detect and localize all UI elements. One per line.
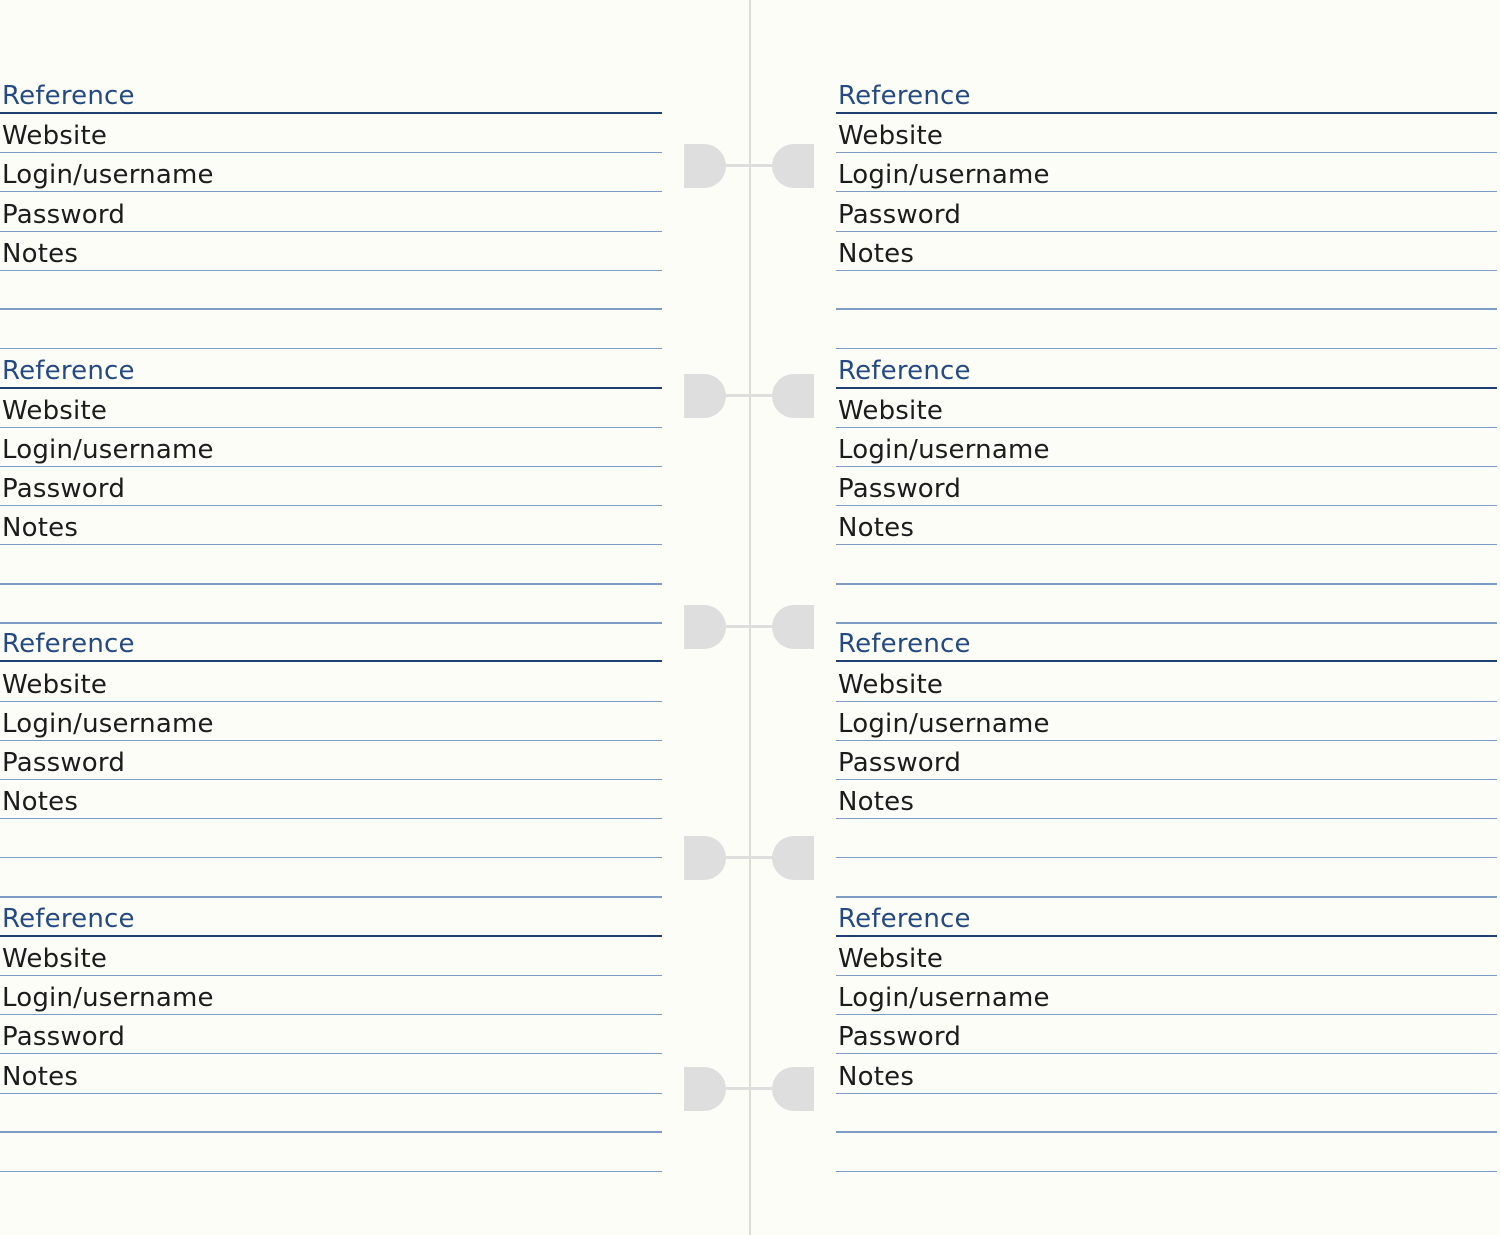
password-entry <box>836 623 1497 897</box>
notes-label: Notes <box>2 238 79 269</box>
notes-label: Notes <box>838 513 915 544</box>
website-label: Website <box>838 121 944 152</box>
password-label: Password <box>838 748 962 779</box>
website-label: Website <box>2 669 108 700</box>
reference-label: Reference <box>838 903 971 934</box>
login-username-label: Login/username <box>838 708 1050 739</box>
login-username-label: Login/username <box>838 160 1050 191</box>
notes-row[interactable] <box>836 780 1497 819</box>
password-row[interactable] <box>836 467 1497 506</box>
login-username-label: Login/username <box>2 983 214 1014</box>
login-username-label: Login/username <box>2 160 214 191</box>
website-row[interactable] <box>836 662 1497 701</box>
reference-row <box>0 349 662 388</box>
notes-label: Notes <box>2 787 79 818</box>
password-entry <box>0 623 662 897</box>
password-row[interactable] <box>836 192 1497 231</box>
login-username-label: Login/username <box>838 983 1050 1014</box>
password-row[interactable] <box>0 1015 662 1054</box>
password-label: Password <box>2 474 126 505</box>
binder-ring-icon <box>684 1067 814 1113</box>
notes-line[interactable] <box>0 1171 662 1173</box>
website-row[interactable] <box>0 937 662 976</box>
notes-row[interactable] <box>836 232 1497 271</box>
notes-line[interactable] <box>836 1131 1497 1133</box>
notes-line[interactable] <box>836 857 1497 859</box>
binder-ring-icon <box>684 836 814 882</box>
website-label: Website <box>2 944 108 975</box>
binder-ring-icon <box>684 144 814 190</box>
notes-line[interactable] <box>0 583 662 585</box>
notes-label: Notes <box>2 1061 79 1092</box>
reference-label: Reference <box>2 355 135 386</box>
notes-row[interactable] <box>0 232 662 271</box>
password-label: Password <box>2 748 126 779</box>
password-label: Password <box>838 199 962 230</box>
reference-row <box>836 898 1497 937</box>
notes-row[interactable] <box>0 506 662 545</box>
notes-row[interactable] <box>836 506 1497 545</box>
reference-row <box>836 623 1497 662</box>
login-username-label: Login/username <box>2 708 214 739</box>
notes-label: Notes <box>838 787 915 818</box>
password-row[interactable] <box>0 741 662 780</box>
website-label: Website <box>838 395 944 426</box>
login-username-row[interactable] <box>836 702 1497 741</box>
login-username-label: Login/username <box>838 434 1050 465</box>
password-entry <box>0 75 662 349</box>
website-label: Website <box>838 944 944 975</box>
notes-line[interactable] <box>836 1171 1497 1173</box>
login-username-label: Login/username <box>2 434 214 465</box>
notes-row[interactable] <box>836 1054 1497 1093</box>
password-label: Password <box>838 474 962 505</box>
reference-row <box>0 75 662 114</box>
reference-label: Reference <box>2 903 135 934</box>
notes-label: Notes <box>838 238 915 269</box>
notes-line[interactable] <box>0 857 662 859</box>
login-username-row[interactable] <box>0 153 662 192</box>
password-entry <box>0 349 662 623</box>
login-username-row[interactable] <box>0 428 662 467</box>
password-row[interactable] <box>0 467 662 506</box>
right-page <box>836 0 1497 1235</box>
password-row[interactable] <box>836 1015 1497 1054</box>
notes-row[interactable] <box>0 780 662 819</box>
password-label: Password <box>2 199 126 230</box>
reference-label: Reference <box>2 629 135 660</box>
login-username-row[interactable] <box>836 153 1497 192</box>
reference-label: Reference <box>838 629 971 660</box>
password-entry <box>836 349 1497 623</box>
login-username-row[interactable] <box>836 976 1497 1015</box>
reference-row <box>0 898 662 937</box>
login-username-row[interactable] <box>836 428 1497 467</box>
reference-label: Reference <box>838 355 971 386</box>
notes-line[interactable] <box>0 308 662 310</box>
website-row[interactable] <box>0 114 662 153</box>
password-row[interactable] <box>836 741 1497 780</box>
login-username-row[interactable] <box>0 702 662 741</box>
notes-line[interactable] <box>836 308 1497 310</box>
reference-row <box>836 75 1497 114</box>
notes-label: Notes <box>2 513 79 544</box>
password-row[interactable] <box>0 192 662 231</box>
notes-row[interactable] <box>0 1054 662 1093</box>
reference-row <box>0 623 662 662</box>
website-label: Website <box>2 395 108 426</box>
notes-label: Notes <box>838 1061 915 1092</box>
password-label: Password <box>838 1022 962 1053</box>
notes-line[interactable] <box>836 583 1497 585</box>
password-entry <box>836 75 1497 349</box>
notes-line[interactable] <box>0 1131 662 1133</box>
reference-label: Reference <box>838 80 971 111</box>
website-label: Website <box>838 669 944 700</box>
reference-label: Reference <box>2 80 135 111</box>
password-label: Password <box>2 1022 126 1053</box>
website-row[interactable] <box>836 114 1497 153</box>
website-row[interactable] <box>0 389 662 428</box>
password-entry <box>836 898 1497 1172</box>
website-label: Website <box>2 121 108 152</box>
left-page <box>0 0 662 1235</box>
binder-ring-icon <box>684 374 814 420</box>
login-username-row[interactable] <box>0 976 662 1015</box>
website-row[interactable] <box>0 662 662 701</box>
binder-ring-icon <box>684 605 814 651</box>
reference-row <box>836 349 1497 388</box>
website-row[interactable] <box>836 389 1497 428</box>
password-entry <box>0 898 662 1172</box>
website-row[interactable] <box>836 937 1497 976</box>
